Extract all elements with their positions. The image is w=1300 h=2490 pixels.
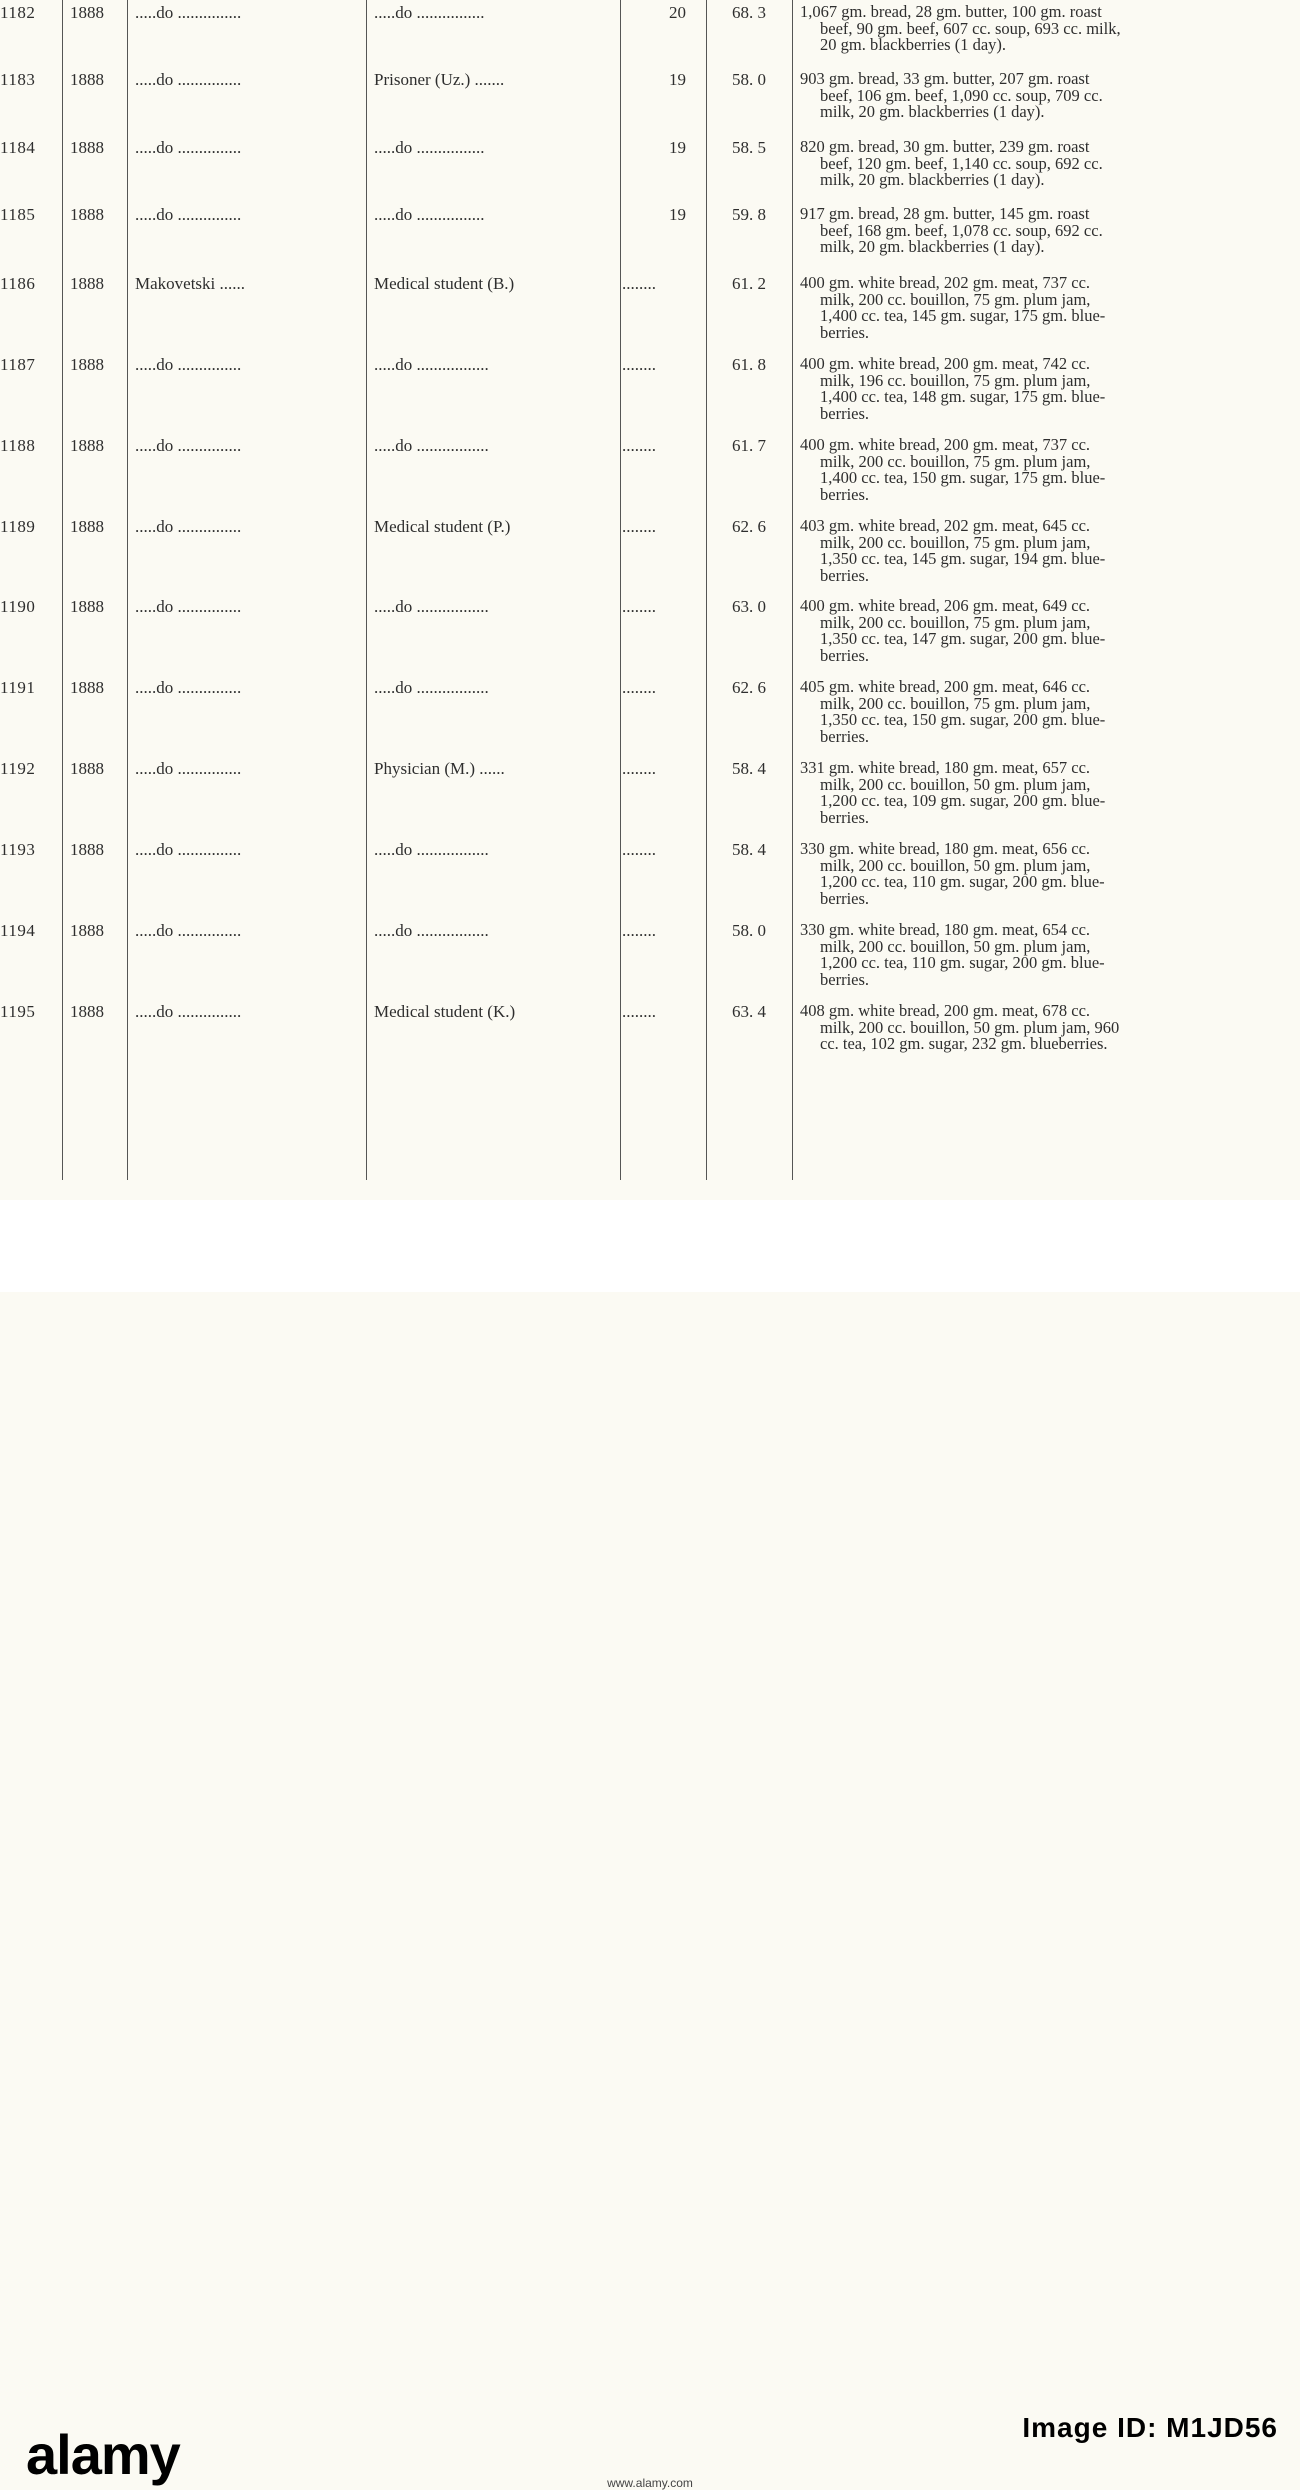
- year-cell: 1888: [70, 678, 104, 697]
- food-line: 403 gm. white bread, 202 gm. meat, 645 cc.: [800, 516, 1091, 535]
- weight-cell: 58. 5: [732, 138, 766, 157]
- food-cell: [800, 4, 1300, 54]
- food-line: 405 gm. white bread, 200 gm. meat, 646 cc.: [800, 677, 1091, 696]
- weight-cell: 63. 0: [732, 597, 766, 616]
- occupation-cell: Prisoner (Uz.) .......: [374, 70, 505, 89]
- age-cell-blank: ........: [622, 1002, 656, 1021]
- food-line: 820 gm. bread, 30 gm. butter, 239 gm. roast: [800, 137, 1090, 156]
- year-cell: 1888: [70, 355, 104, 374]
- alamy-logo: alamy: [26, 2423, 180, 2486]
- age-cell: 19: [669, 205, 686, 224]
- name-cell: .....do ...............: [135, 3, 242, 22]
- weight-cell: 63. 4: [732, 1002, 766, 1021]
- occupation-cell: .....do .................: [374, 921, 489, 940]
- image-id-block: [1022, 2412, 1278, 2444]
- record-number: 1191: [0, 678, 36, 697]
- food-cell: [800, 71, 1300, 121]
- food-line: 1,350 cc. tea, 147 gm. sugar, 200 gm. blue-: [820, 629, 1106, 648]
- food-line: milk, 200 cc. bouillon, 75 gm. plum jam,: [820, 693, 1091, 713]
- record-number: 1190: [0, 597, 36, 616]
- food-line: berries.: [820, 807, 870, 827]
- food-line: 330 gm. white bread, 180 gm. meat, 656 cc.: [800, 839, 1091, 858]
- year-cell: 1888: [70, 840, 104, 859]
- food-cell: [800, 275, 1300, 341]
- food-line: 330 gm. white bread, 180 gm. meat, 654 cc.: [800, 920, 1091, 939]
- column-rule: [792, 0, 793, 1180]
- name-cell: .....do ...............: [135, 840, 242, 859]
- weight-cell: 58. 0: [732, 921, 766, 940]
- year-cell: 1888: [70, 597, 104, 616]
- image-id: Image ID: M1JD56: [1022, 2412, 1278, 2443]
- food-cell: [800, 139, 1300, 189]
- food-line: beef, 106 gm. beef, 1,090 cc. soup, 709 cc.: [820, 85, 1103, 105]
- name-cell: .....do ...............: [135, 205, 242, 224]
- year-cell: 1888: [70, 205, 104, 224]
- occupation-cell: Physician (M.) ......: [374, 759, 505, 778]
- record-number: 1189: [0, 517, 36, 536]
- name-cell: .....do ...............: [135, 759, 242, 778]
- food-line: 331 gm. white bread, 180 gm. meat, 657 cc.: [800, 758, 1091, 777]
- watermark-footer: [0, 1200, 1300, 2490]
- weight-cell: 62. 6: [732, 678, 766, 697]
- record-number: 1186: [0, 274, 36, 293]
- weight-cell: 68. 3: [732, 3, 766, 22]
- food-line: milk, 196 cc. bouillon, 75 gm. plum jam,: [820, 370, 1091, 390]
- weight-cell: 58. 4: [732, 759, 766, 778]
- year-cell: 1888: [70, 759, 104, 778]
- food-cell: [800, 679, 1300, 745]
- record-number: 1185: [0, 205, 36, 224]
- occupation-cell: Medical student (P.): [374, 517, 511, 536]
- occupation-cell: .....do .................: [374, 597, 489, 616]
- age-cell-blank: ........: [622, 840, 656, 859]
- age-cell-blank: ........: [622, 759, 656, 778]
- age-cell-blank: ........: [622, 921, 656, 940]
- occupation-cell: .....do ................: [374, 138, 485, 157]
- name-cell: .....do ...............: [135, 517, 242, 536]
- year-cell: 1888: [70, 436, 104, 455]
- food-line: 1,067 gm. bread, 28 gm. butter, 100 gm. roast: [800, 2, 1102, 21]
- name-cell: .....do ...............: [135, 678, 242, 697]
- age-cell: 19: [669, 70, 686, 89]
- weight-cell: 59. 8: [732, 205, 766, 224]
- record-number: 1183: [0, 70, 36, 89]
- year-cell: 1888: [70, 3, 104, 22]
- weight-cell: 58. 0: [732, 70, 766, 89]
- occupation-cell: Medical student (B.): [374, 274, 515, 293]
- food-cell: [800, 437, 1300, 503]
- year-cell: 1888: [70, 1002, 104, 1021]
- food-line: 1,200 cc. tea, 109 gm. sugar, 200 gm. blue-: [820, 791, 1106, 810]
- food-line: milk, 200 cc. bouillon, 75 gm. plum jam,: [820, 612, 1091, 632]
- weight-cell: 62. 6: [732, 517, 766, 536]
- food-line: 408 gm. white bread, 200 gm. meat, 678 cc.: [800, 1001, 1091, 1020]
- year-cell: 1888: [70, 517, 104, 536]
- food-line: 20 gm. blackberries (1 day).: [820, 35, 1007, 54]
- food-line: berries.: [820, 726, 870, 746]
- food-line: 1,400 cc. tea, 150 gm. sugar, 175 gm. blue-: [820, 468, 1106, 487]
- name-cell: .....do ...............: [135, 921, 242, 940]
- food-line: milk, 200 cc. bouillon, 75 gm. plum jam,: [820, 451, 1091, 471]
- food-line: berries.: [820, 888, 870, 908]
- food-line: 1,400 cc. tea, 148 gm. sugar, 175 gm. blue-: [820, 387, 1106, 406]
- column-rule: [62, 0, 63, 1180]
- occupation-cell: Medical student (K.): [374, 1002, 516, 1021]
- name-cell: .....do ...............: [135, 436, 242, 455]
- food-line: milk, 20 gm. blackberries (1 day).: [820, 102, 1045, 121]
- food-line: beef, 90 gm. beef, 607 cc. soup, 693 cc. milk,: [820, 18, 1121, 38]
- record-number: 1192: [0, 759, 36, 778]
- weight-cell: 58. 4: [732, 840, 766, 859]
- food-cell: [800, 598, 1300, 664]
- weight-cell: 61. 7: [732, 436, 766, 455]
- year-cell: 1888: [70, 70, 104, 89]
- food-line: 400 gm. white bread, 200 gm. meat, 737 cc.: [800, 435, 1091, 454]
- food-line: 1,200 cc. tea, 110 gm. sugar, 200 gm. blue-: [820, 953, 1105, 972]
- weight-cell: 61. 2: [732, 274, 766, 293]
- food-line: 1,400 cc. tea, 145 gm. sugar, 175 gm. blue-: [820, 306, 1106, 325]
- name-cell: .....do ...............: [135, 1002, 242, 1021]
- occupation-cell: .....do .................: [374, 840, 489, 859]
- food-line: 903 gm. bread, 33 gm. butter, 207 gm. roast: [800, 69, 1090, 88]
- food-line: milk, 200 cc. bouillon, 75 gm. plum jam,: [820, 532, 1091, 552]
- occupation-cell: .....do .................: [374, 355, 489, 374]
- food-line: berries.: [820, 403, 870, 423]
- food-line: berries.: [820, 322, 870, 342]
- record-number: 1184: [0, 138, 36, 157]
- column-rule: [620, 0, 621, 1180]
- food-line: 400 gm. white bread, 202 gm. meat, 737 cc.: [800, 273, 1091, 292]
- record-number: 1188: [0, 436, 36, 455]
- food-line: berries.: [820, 565, 870, 585]
- food-line: milk, 20 gm. blackberries (1 day).: [820, 170, 1045, 189]
- watermark-url: www.alamy.com: [607, 2476, 693, 2490]
- food-line: milk, 20 gm. blackberries (1 day).: [820, 237, 1045, 256]
- food-cell: [800, 760, 1300, 826]
- food-line: berries.: [820, 969, 870, 989]
- weight-cell: 61. 8: [732, 355, 766, 374]
- occupation-cell: .....do ................: [374, 205, 485, 224]
- food-line: milk, 200 cc. bouillon, 50 gm. plum jam, 960: [820, 1017, 1120, 1037]
- year-cell: 1888: [70, 138, 104, 157]
- age-cell-blank: ........: [622, 678, 656, 697]
- food-cell: [800, 356, 1300, 422]
- name-cell: .....do ...............: [135, 70, 242, 89]
- food-line: 917 gm. bread, 28 gm. butter, 145 gm. roast: [800, 204, 1090, 223]
- age-cell-blank: ........: [622, 274, 656, 293]
- food-line: cc. tea, 102 gm. sugar, 232 gm. blueberries.: [820, 1034, 1108, 1053]
- record-number: 1194: [0, 921, 36, 940]
- column-rule: [706, 0, 707, 1180]
- record-number: 1195: [0, 1002, 36, 1021]
- name-cell: .....do ...............: [135, 355, 242, 374]
- age-cell: 20: [669, 3, 686, 22]
- food-line: milk, 200 cc. bouillon, 50 gm. plum jam,: [820, 855, 1091, 875]
- column-rule: [366, 0, 367, 1180]
- food-line: berries.: [820, 484, 870, 504]
- food-cell: [800, 922, 1300, 988]
- food-line: milk, 200 cc. bouillon, 50 gm. plum jam,: [820, 936, 1091, 956]
- age-cell-blank: ........: [622, 436, 656, 455]
- age-cell-blank: ........: [622, 517, 656, 536]
- food-line: 1,350 cc. tea, 145 gm. sugar, 194 gm. blue-: [820, 549, 1106, 568]
- food-line: 400 gm. white bread, 200 gm. meat, 742 cc.: [800, 354, 1091, 373]
- age-cell: 19: [669, 138, 686, 157]
- food-line: milk, 200 cc. bouillon, 75 gm. plum jam,: [820, 289, 1091, 309]
- food-line: 400 gm. white bread, 206 gm. meat, 649 cc.: [800, 596, 1091, 615]
- name-cell: Makovetski ......: [135, 274, 246, 293]
- food-line: 1,350 cc. tea, 150 gm. sugar, 200 gm. blue-: [820, 710, 1106, 729]
- food-line: berries.: [820, 645, 870, 665]
- food-line: beef, 168 gm. beef, 1,078 cc. soup, 692 cc.: [820, 220, 1103, 240]
- food-line: milk, 200 cc. bouillon, 50 gm. plum jam,: [820, 774, 1091, 794]
- record-number: 1193: [0, 840, 36, 859]
- name-cell: .....do ...............: [135, 597, 242, 616]
- year-cell: 1888: [70, 921, 104, 940]
- scanned-table-page: [0, 0, 1300, 1200]
- occupation-cell: .....do .................: [374, 436, 489, 455]
- occupation-cell: .....do ................: [374, 3, 485, 22]
- food-cell: [800, 1003, 1300, 1053]
- food-line: 1,200 cc. tea, 110 gm. sugar, 200 gm. blue-: [820, 872, 1105, 891]
- food-cell: [800, 518, 1300, 584]
- age-cell-blank: ........: [622, 355, 656, 374]
- name-cell: .....do ...............: [135, 138, 242, 157]
- column-rule: [127, 0, 128, 1180]
- record-number: 1182: [0, 3, 36, 22]
- age-cell-blank: ........: [622, 597, 656, 616]
- food-cell: [800, 206, 1300, 256]
- occupation-cell: .....do .................: [374, 678, 489, 697]
- food-line: beef, 120 gm. beef, 1,140 cc. soup, 692 cc.: [820, 153, 1103, 173]
- year-cell: 1888: [70, 274, 104, 293]
- record-number: 1187: [0, 355, 36, 374]
- food-cell: [800, 841, 1300, 907]
